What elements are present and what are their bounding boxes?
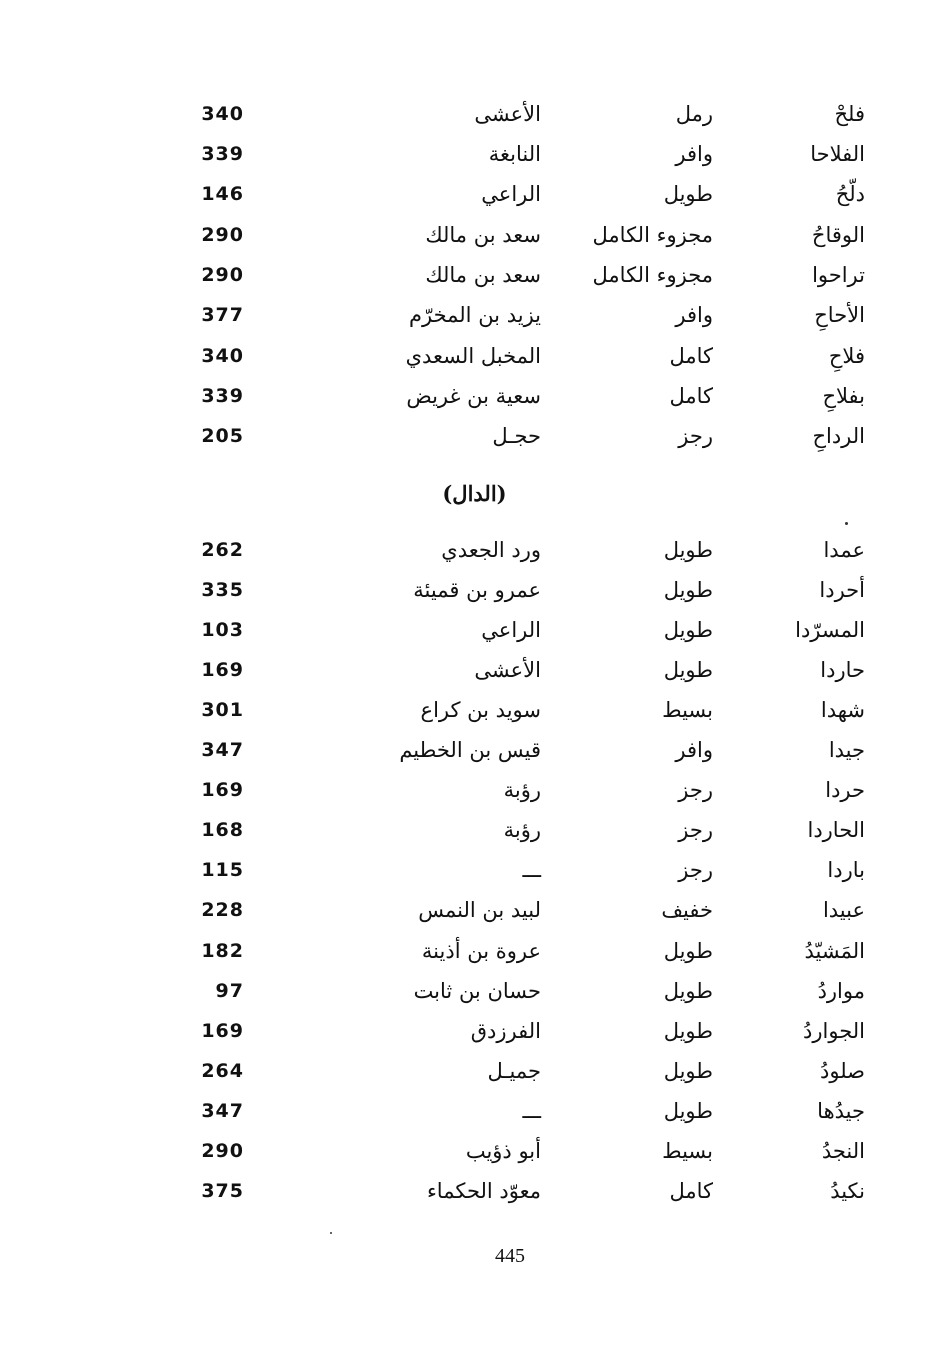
index-row [0, 174, 949, 214]
rhyme-word: عمدا [823, 538, 865, 562]
index-row [0, 295, 949, 335]
meter-name: رجز [678, 778, 713, 802]
poet-name: سويد بن كراع [420, 698, 541, 722]
index-row [0, 336, 949, 376]
rhyme-word: الفلاحا [810, 142, 865, 166]
rhyme-word: المسرّدا [795, 618, 865, 642]
poet-name: ورد الجعدي [441, 538, 541, 562]
poet-name: ـــ [522, 1099, 541, 1123]
meter-name: طويل [663, 979, 713, 1003]
poet-name: الفرزدق [470, 1019, 541, 1043]
ink-dot [330, 1232, 332, 1234]
rhyme-word: فلحْ [834, 102, 865, 126]
rhyme-word: المَشيّدُ [804, 939, 865, 963]
index-row [0, 770, 949, 810]
index-row [0, 730, 949, 770]
meter-name: طويل [663, 578, 713, 602]
rhyme-word: حردا [825, 778, 865, 802]
page-reference: 339 [201, 143, 244, 165]
page-reference: 97 [215, 980, 244, 1002]
rhyme-word: عبيدا [822, 898, 865, 922]
index-row [0, 1051, 949, 1091]
index-row [0, 890, 949, 930]
meter-name: طويل [663, 1099, 713, 1123]
rhyme-word: جيدُها [817, 1099, 865, 1123]
meter-name: رجز [678, 818, 713, 842]
meter-name: وافر [675, 303, 713, 327]
page-reference: 182 [201, 940, 244, 962]
page-reference: 340 [201, 345, 244, 367]
rhyme-word: فلاحِ [828, 344, 865, 368]
index-row [0, 1131, 949, 1171]
meter-name: طويل [663, 658, 713, 682]
section-heading: (الدال) [442, 481, 507, 506]
index-row [0, 1011, 949, 1051]
meter-name: مجزوء الكامل [592, 223, 713, 247]
rhyme-word: شهدا [820, 698, 865, 722]
rhyme-word: مواردُ [817, 979, 865, 1003]
poet-name: قيس بن الخطيم [399, 738, 541, 762]
page-reference: 169 [201, 1020, 244, 1042]
poet-name: حسان بن ثابت [413, 979, 541, 1003]
index-row [0, 971, 949, 1011]
poet-name: سعية بن غريض [406, 384, 541, 408]
rhyme-word: بفلاحِ [822, 384, 865, 408]
page-reference: 290 [201, 1140, 244, 1162]
poet-name: الراعي [481, 182, 541, 206]
page-reference: 290 [201, 264, 244, 286]
rhyme-word: النجدُ [821, 1139, 865, 1163]
page-reference: 347 [201, 739, 244, 761]
meter-name: طويل [663, 1019, 713, 1043]
rhyme-word: جيدا [828, 738, 865, 762]
poet-name: الراعي [481, 618, 541, 642]
rhyme-word: نكيدُ [830, 1179, 865, 1203]
page-number: 445 [495, 1245, 525, 1267]
index-row [0, 610, 949, 650]
meter-name: مجزوء الكامل [592, 263, 713, 287]
rhyme-word: الوقاحُ [811, 223, 865, 247]
poet-name: الأعشى [474, 102, 541, 126]
index-row [0, 530, 949, 570]
ink-dot [845, 522, 848, 525]
page-reference: 205 [201, 425, 244, 447]
meter-name: طويل [663, 538, 713, 562]
poet-name: عمرو بن قميئة [413, 578, 541, 602]
poet-name: المخبل السعدي [405, 344, 541, 368]
poet-name: سعد بن مالك [425, 223, 541, 247]
poet-name: أبو ذؤيب [465, 1139, 541, 1163]
page-reference: 168 [201, 819, 244, 841]
page-reference: 290 [201, 224, 244, 246]
page-reference: 146 [201, 183, 244, 205]
page-reference: 115 [201, 859, 244, 881]
rhyme-word: باردا [827, 858, 865, 882]
poet-name: يزيد بن المخرّم [409, 303, 541, 327]
page-reference: 169 [201, 659, 244, 681]
poet-name: لبيد بن النمس [418, 898, 541, 922]
page-reference: 375 [201, 1180, 244, 1202]
page-reference: 264 [201, 1060, 244, 1082]
page-reference: 262 [201, 539, 244, 561]
meter-name: طويل [663, 939, 713, 963]
index-row [0, 255, 949, 295]
poet-name: جميـل [487, 1059, 541, 1083]
page-reference: 339 [201, 385, 244, 407]
meter-name: كامل [669, 1179, 713, 1203]
meter-name: بسيط [662, 698, 713, 722]
meter-name: كامل [669, 384, 713, 408]
poet-name: رؤبة [503, 778, 541, 802]
index-row [0, 931, 949, 971]
meter-name: خفيف [661, 898, 713, 922]
rhyme-word: الأحاحِ [814, 303, 865, 327]
page-reference: 169 [201, 779, 244, 801]
rhyme-word: صلودُ [820, 1059, 865, 1083]
page-reference: 340 [201, 103, 244, 125]
page-reference: 103 [201, 619, 244, 641]
poet-name: سعد بن مالك [425, 263, 541, 287]
rhyme-word: الحاردا [807, 818, 865, 842]
index-row [0, 1171, 949, 1211]
meter-name: بسيط [662, 1139, 713, 1163]
index-row [0, 134, 949, 174]
page-reference: 335 [201, 579, 244, 601]
meter-name: كامل [669, 344, 713, 368]
rhyme-word: دلّحُ [835, 182, 865, 206]
rhyme-word: حاردا [820, 658, 865, 682]
index-row [0, 1091, 949, 1131]
rhyme-word: أحردا [819, 578, 865, 602]
index-row [0, 376, 949, 416]
meter-name: طويل [663, 618, 713, 642]
meter-name: وافر [675, 142, 713, 166]
poet-name: حجـل [492, 424, 541, 448]
index-row [0, 810, 949, 850]
meter-name: وافر [675, 738, 713, 762]
poet-name: الأعشى [474, 658, 541, 682]
meter-name: رجز [678, 424, 713, 448]
meter-name: طويل [663, 1059, 713, 1083]
page-reference: 301 [201, 699, 244, 721]
poet-name: عروة بن أذينة [421, 939, 541, 963]
page-reference: 377 [201, 304, 244, 326]
index-row [0, 94, 949, 134]
rhyme-word: الرداحِ [812, 424, 865, 448]
index-row [0, 850, 949, 890]
rhyme-word: الجواردُ [803, 1019, 865, 1043]
poet-name: ـــ [522, 858, 541, 882]
poet-name: معوّد الحكماء [426, 1179, 541, 1203]
page-reference: 347 [201, 1100, 244, 1122]
meter-name: رمل [675, 102, 713, 126]
poet-name: رؤبة [503, 818, 541, 842]
index-row [0, 215, 949, 255]
index-row [0, 416, 949, 456]
index-row [0, 570, 949, 610]
index-row [0, 650, 949, 690]
rhyme-word: تراحوا [812, 263, 865, 287]
meter-name: طويل [663, 182, 713, 206]
meter-name: رجز [678, 858, 713, 882]
index-row [0, 690, 949, 730]
page-reference: 228 [201, 899, 244, 921]
poet-name: النابغة [488, 142, 541, 166]
